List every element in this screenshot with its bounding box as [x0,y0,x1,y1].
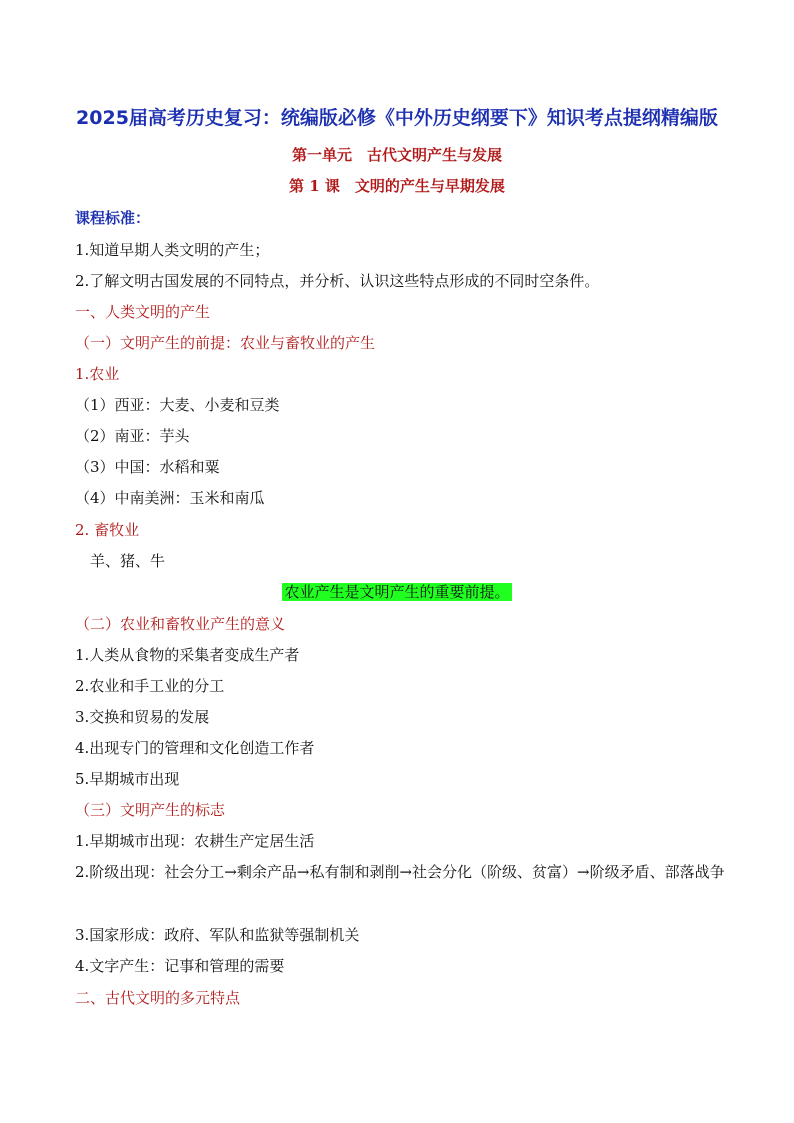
significance-item: 1.人类从食物的采集者变成生产者 [75,646,300,664]
section-heading-2: 二、古代文明的多元特点 [75,989,241,1007]
unit-heading: 第一单元 古代文明产生与发展 [291,146,502,164]
agriculture-item: （2）南亚：芋头 [75,427,190,445]
highlight-note: 农业产生是文明产生的重要前提。 [284,583,510,601]
significance-item: 2.农业和手工业的分工 [75,677,225,695]
highlight-note-row [0,582,794,602]
subsection-heading-1: （一）文明产生的前提：农业与畜牧业的产生 [75,334,376,352]
significance-item: 3.交换和贸易的发展 [75,708,210,726]
husbandry-heading: 2. 畜牧业 [75,521,140,539]
agriculture-heading: 1.农业 [75,365,120,383]
standards-heading: 课程标准： [75,209,151,227]
agriculture-item: （3）中国：水稻和粟 [75,458,220,476]
sign-item: 1.早期城市出现：农耕生产定居生活 [75,832,315,850]
standard-item: 1.知道早期人类文明的产生； [75,241,270,259]
sign-item: 4.文字产生：记事和管理的需要 [75,957,285,975]
agriculture-item: （1）西亚：大麦、小麦和豆类 [75,396,280,414]
sign-item: 2.阶级出现：社会分工→剩余产品→私有制和剥削→社会分化（阶级、贫富）→阶级矛盾、部落战争 [75,863,725,881]
agriculture-item: （4）中南美洲：玉米和南瓜 [75,489,265,507]
significance-item: 4.出现专门的管理和文化创造工作者 [75,739,315,757]
lesson-heading: 第 1 课 文明的产生与早期发展 [289,177,505,195]
significance-item: 5.早期城市出现 [75,770,180,788]
subsection-heading-3: （三）文明产生的标志 [75,801,226,819]
standard-item: 2.了解文明古国发展的不同特点，并分析、认识这些特点形成的不同时空条件。 [75,272,600,290]
section-heading-1: 一、人类文明的产生 [75,303,211,321]
document-title: 2025届高考历史复习：统编版必修《中外历史纲要下》知识考点提纲精编版 [76,107,718,129]
sign-item: 3.国家形成：政府、军队和监狱等强制机关 [75,926,360,944]
husbandry-text: 羊、猪、牛 [90,552,166,570]
subsection-heading-2: （二）农业和畜牧业产生的意义 [75,615,286,633]
